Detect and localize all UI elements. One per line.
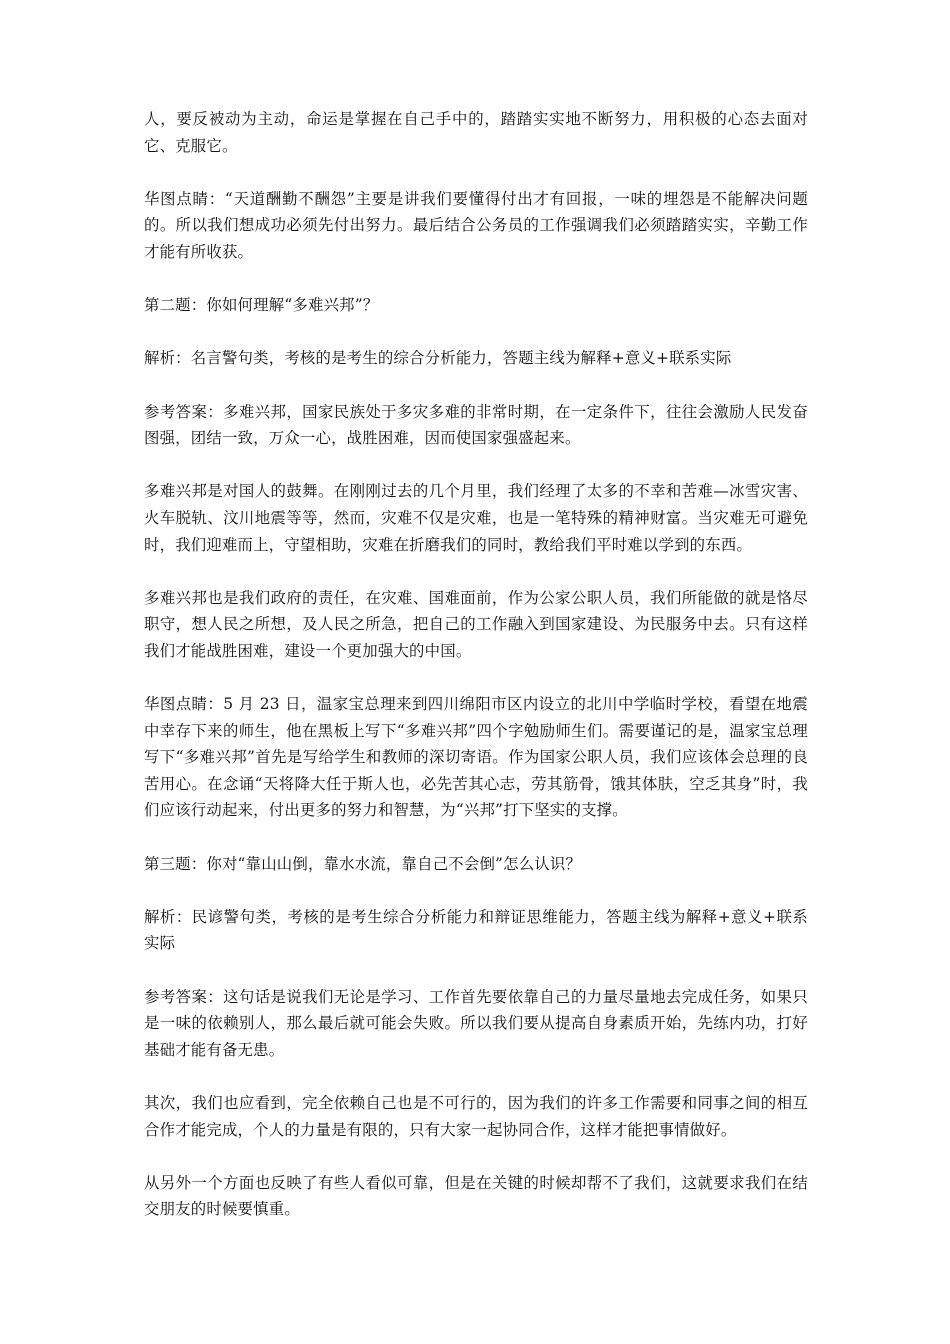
paragraph-huatu-comment-1: 华图点睛：“天道酬勤不酬怨”主要是讲我们要懂得付出才有回报，一味的埋怨是不能解决问题的。所以我们想成功必须先付出努力。最后结合公务员的工作强调我们必须踏踏实实，辛勤工作才能有所收获。 bbox=[144, 189, 808, 261]
question-2-title: 第二题：你如何理解“多难兴邦”？ bbox=[144, 296, 379, 315]
question-2-reference-answer: 参考答案：多难兴邦，国家民族处于多灾多难的非常时期，在一定条件下，往往会激励人民发奋图强，团结一致，万众一心，战胜困难，因而使国家强盛起来。 bbox=[144, 402, 808, 448]
question-3-paragraph-friends: 从另外一个方面也反映了有些人看似可靠，但是在关键的时候却帮不了我们，这就要求我们在结交朋友的时候要慎重。 bbox=[144, 1173, 808, 1219]
question-2-paragraph-responsibility: 多难兴邦也是我们政府的责任，在灾难、国难面前，作为公家公职人员，我们所能做的就是恪尽职守，想人民之所想，及人民之所急，把自己的工作融入到国家建设、为民服务中去。只有这样我们才能战胜困难，建设一个更加强大的中国。 bbox=[144, 588, 808, 660]
question-3-reference-answer: 参考答案：这句话是说我们无论是学习、工作首先要依靠自己的力量尽量地去完成任务，如果只是一味的依赖别人，那么最后就可能会失败。所以我们要从提高自身素质开始，先练内功，打好基础才能有备无患。 bbox=[144, 987, 808, 1059]
question-2-paragraph-encouragement: 多难兴邦是对国人的鼓舞。在刚刚过去的几个月里，我们经理了太多的不幸和苦难—冰雪灾害、火车脱轨、汶川地震等等，然而，灾难不仅是灾难，也是一笔特殊的精神财富。当灾难无可避免时，我们迎难而上，守望相助，灾难在折磨我们的同时，教给我们平时难以学到的东西。 bbox=[144, 482, 808, 554]
question-3-title: 第三题：你对“靠山山倒，靠水水流，靠自己不会倒”怎么认识？ bbox=[144, 854, 582, 873]
question-3-paragraph-cooperation: 其次，我们也应看到，完全依赖自己也是不可行的，因为我们的许多工作需要和同事之间的相互合作才能完成，个人的力量是有限的，只有大家一起协同合作，这样才能把事情做好。 bbox=[144, 1093, 808, 1139]
question-2-analysis: 解析：名言警句类，考核的是考生的综合分析能力，答题主线为解释+意义+联系实际 bbox=[144, 349, 732, 368]
paragraph-huatu-comment-2: 华图点睛：5 月 23 日，温家宝总理来到四川绵阳市区内设立的北川中学临时学校，看望在地震中幸存下来的师生，他在黑板上写下“多难兴邦”四个字勉励师生们。需要谨记的是，温家宝总理写下“多难兴邦”首先是写给学生和教师的深切寄语。作为国家公职人员，我们应该体会总理的良苦用心。在念诵“天将降大任于斯人也，必先苦其心志，劳其筋骨，饿其体肤，空乏其身”时，我们应该行动起来，付出更多的努力和智慧，为“兴邦”打下坚实的支撑。 bbox=[144, 695, 808, 820]
paragraph-intro-conclusion: 人，要反被动为主动，命运是掌握在自己手中的，踏踏实实地不断努力，用积极的心态去面对它、克服它。 bbox=[144, 110, 808, 155]
question-3-analysis: 解析：民谚警句类，考核的是考生综合分析能力和辩证思维能力，答题主线为解释+意义+联系实际 bbox=[144, 907, 808, 953]
document-body bbox=[144, 106, 808, 1250]
